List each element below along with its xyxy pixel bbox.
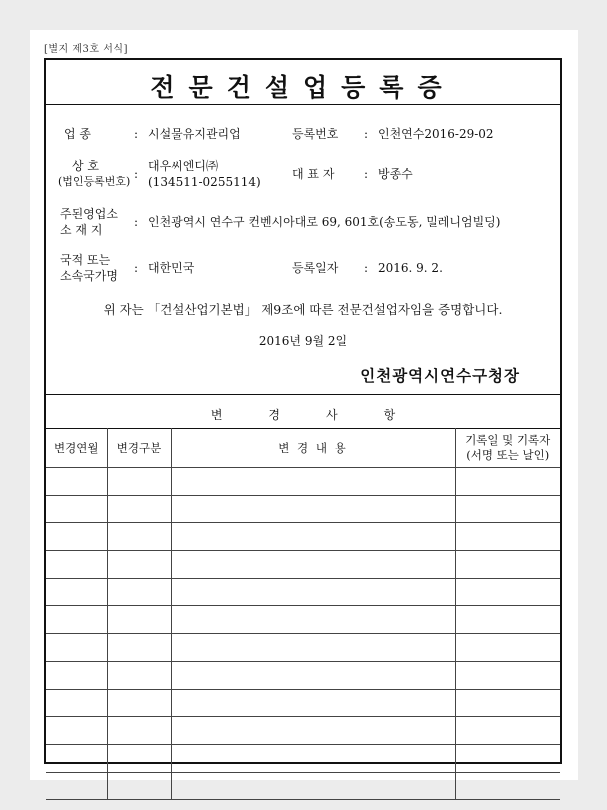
table-cell xyxy=(46,772,107,800)
table-row xyxy=(46,578,560,606)
table-cell xyxy=(171,717,455,745)
colon: : xyxy=(134,261,139,275)
title-divider xyxy=(46,104,560,105)
table-cell xyxy=(455,606,560,634)
corp-number-value: (134511-0255114) xyxy=(148,175,261,189)
nationality-label-line1: 국적 또는 xyxy=(60,253,111,267)
colon: : xyxy=(364,167,369,181)
certificate-title: 전문건설업등록증 xyxy=(150,73,456,102)
company-value: 대우씨엔디㈜ xyxy=(148,159,218,173)
colon: : xyxy=(364,261,369,275)
table-cell xyxy=(455,772,560,800)
table-cell xyxy=(455,661,560,689)
table-cell xyxy=(455,523,560,551)
nationality-value: 대한민국 xyxy=(148,261,195,275)
table-cell xyxy=(171,523,455,551)
header-change-content: 변 경 내 용 xyxy=(171,429,455,468)
colon: : xyxy=(134,167,139,181)
table-cell xyxy=(171,468,455,496)
table-row xyxy=(46,744,560,772)
table-cell xyxy=(46,744,107,772)
table-row xyxy=(46,661,560,689)
changes-table-header xyxy=(46,429,560,468)
nationality-label-line2: 소속국가명 xyxy=(60,269,118,283)
header-change-type: 변경구분 xyxy=(107,429,171,468)
table-cell xyxy=(171,495,455,523)
table-cell xyxy=(107,578,171,606)
address-value: 인천광역시 연수구 컨벤시아대로 69, 601호(송도동, 밀레니엄빌딩) xyxy=(148,215,501,229)
table-cell xyxy=(455,689,560,717)
header-recorder xyxy=(455,429,560,468)
table-cell xyxy=(107,634,171,662)
reg-date-value: 2016. 9. 2. xyxy=(378,261,443,275)
header-change-date: 변경연월 xyxy=(46,429,107,468)
table-row xyxy=(46,523,560,551)
address-label-line1: 주된영업소 xyxy=(60,207,118,221)
table-row xyxy=(46,717,560,745)
table-cell xyxy=(171,689,455,717)
table-cell xyxy=(46,689,107,717)
changes-table-body xyxy=(46,468,560,800)
colon: : xyxy=(134,127,139,141)
table-row xyxy=(46,772,560,800)
table-cell xyxy=(46,661,107,689)
company-label: 상 호 xyxy=(72,159,99,173)
table-cell xyxy=(107,772,171,800)
table-cell xyxy=(455,551,560,579)
certification-statement: 위 자는 「건설산업기본법」 제9조에 따른 전문건설업자임을 증명합니다. xyxy=(103,302,503,317)
table-cell xyxy=(46,717,107,745)
colon: : xyxy=(364,127,369,141)
table-cell xyxy=(455,495,560,523)
representative-value: 방종수 xyxy=(378,167,413,181)
table-cell xyxy=(171,551,455,579)
table-row xyxy=(46,634,560,662)
table-row xyxy=(46,551,560,579)
table-cell xyxy=(171,634,455,662)
table-cell xyxy=(455,744,560,772)
table-cell xyxy=(107,661,171,689)
corp-number-label: (법인등록번호) xyxy=(58,175,131,188)
table-cell xyxy=(107,717,171,745)
table-cell xyxy=(46,578,107,606)
header-recorder-line1: 기록일 및 기록자 xyxy=(465,433,551,447)
table-cell xyxy=(46,468,107,496)
reg-number-label: 등록번호 xyxy=(292,127,339,141)
table-cell xyxy=(171,772,455,800)
table-cell xyxy=(46,606,107,634)
business-type-label: 업 종 xyxy=(64,127,91,141)
table-cell xyxy=(171,661,455,689)
table-row xyxy=(46,468,560,496)
issuer-name: 인천광역시연수구청장 xyxy=(360,366,520,385)
section-divider xyxy=(46,394,560,395)
table-cell xyxy=(455,634,560,662)
table-cell xyxy=(171,606,455,634)
reg-date-label: 등록일자 xyxy=(292,261,339,275)
table-cell xyxy=(107,551,171,579)
table-row xyxy=(46,689,560,717)
business-type-value: 시설물유지관리업 xyxy=(148,127,241,141)
table-cell xyxy=(46,495,107,523)
certificate-frame xyxy=(44,58,562,764)
colon: : xyxy=(134,215,139,229)
table-cell xyxy=(46,523,107,551)
form-number-label: [별지 제3호 서식] xyxy=(44,44,128,55)
table-cell xyxy=(46,551,107,579)
changes-table xyxy=(46,428,560,800)
table-cell xyxy=(455,578,560,606)
table-cell xyxy=(107,468,171,496)
table-row xyxy=(46,495,560,523)
table-cell xyxy=(107,495,171,523)
table-cell xyxy=(107,744,171,772)
table-cell xyxy=(107,689,171,717)
table-cell xyxy=(455,468,560,496)
table-cell xyxy=(455,717,560,745)
table-cell xyxy=(107,523,171,551)
certificate-page xyxy=(30,30,578,780)
changes-section-title: 변경사항 xyxy=(210,408,442,422)
issue-date: 2016년 9월 2일 xyxy=(258,334,348,348)
table-cell xyxy=(171,744,455,772)
table-cell xyxy=(171,578,455,606)
reg-number-value: 인천연수2016-29-02 xyxy=(378,127,494,141)
address-label-line2: 소 재 지 xyxy=(60,223,103,237)
representative-label: 대 표 자 xyxy=(292,167,335,181)
table-row xyxy=(46,606,560,634)
header-recorder-line2: (서명 또는 날인) xyxy=(466,448,550,462)
table-cell xyxy=(107,606,171,634)
table-cell xyxy=(46,634,107,662)
